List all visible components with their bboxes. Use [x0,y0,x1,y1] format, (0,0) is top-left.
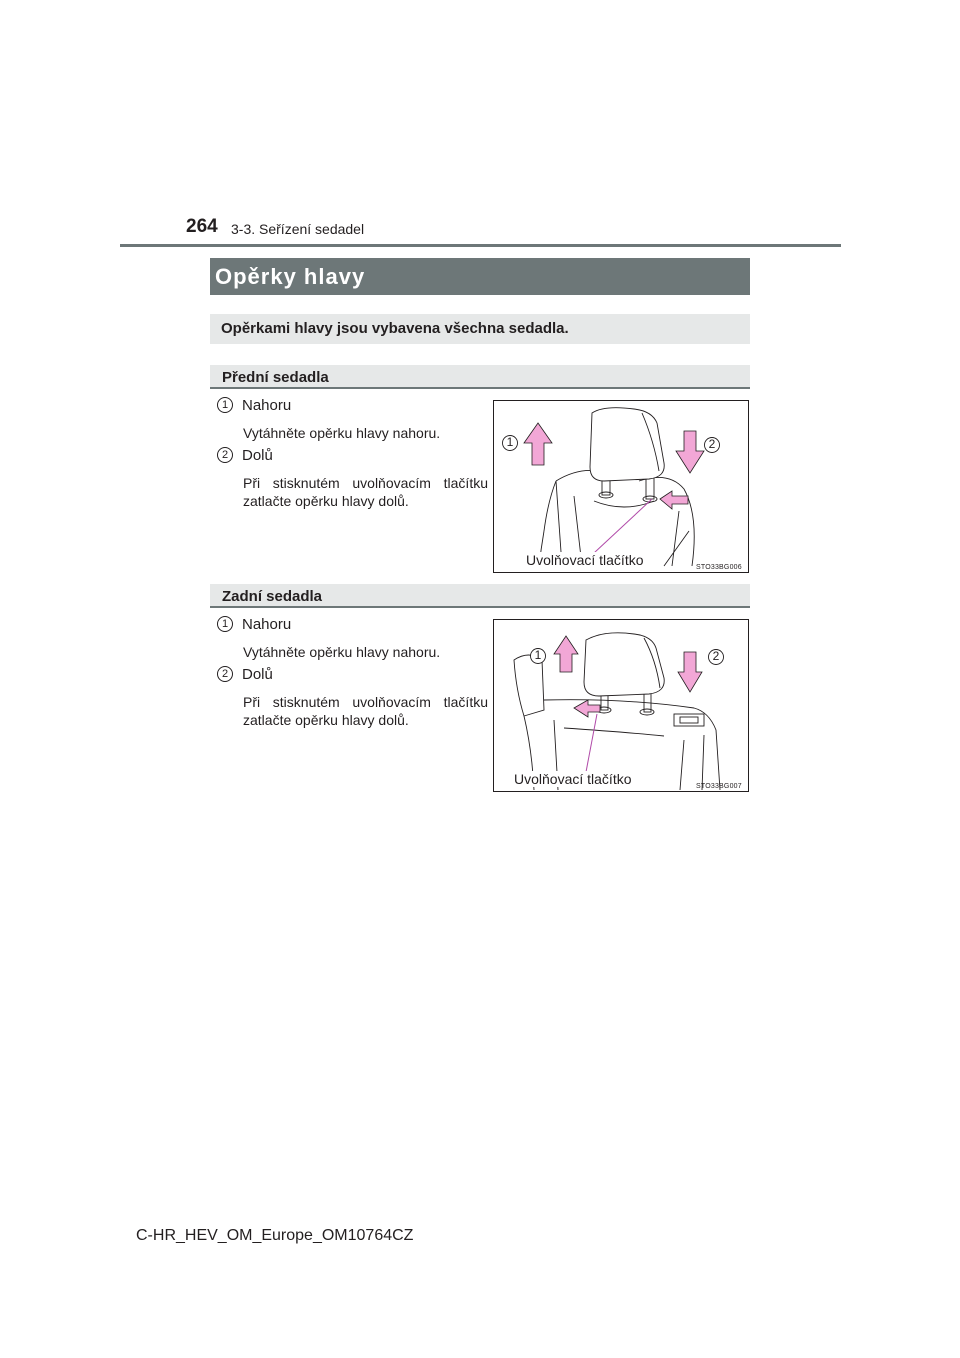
step-title: Dolů [242,666,273,683]
step-number-badge: 2 [217,666,233,682]
rear-headrest-figure [493,619,749,792]
figure-marker-2: 2 [708,437,716,451]
step-number-badge: 1 [217,397,233,413]
section-heading-rear: Zadní sedadla [210,584,750,608]
step-description: Při stisknutém uvolňovacím tlačítku zatlačte opěrku hlavy dolů. [243,475,488,509]
figure-code: STO33BG007 [696,783,742,790]
page-title: Opěrky hlavy [210,258,750,295]
chapter-title: 3-3. Seřízení sedadel [231,221,365,237]
step-title: Nahoru [242,397,292,414]
figure-marker-1: 1 [534,648,542,662]
step-description: Vytáhněte opěrku hlavy nahoru. [243,644,441,660]
step-title: Dolů [242,447,273,464]
front-headrest-figure [493,400,749,573]
step-description: Vytáhněte opěrku hlavy nahoru. [243,425,441,441]
step-number-badge: 1 [217,616,233,632]
figure-marker-1: 1 [506,435,514,449]
figure-marker-2: 2 [712,649,720,663]
step-title: Nahoru [242,616,292,633]
document-footer: C-HR_HEV_OM_Europe_OM10764CZ [136,1227,414,1244]
section-heading-front: Přední sedadla [210,365,750,389]
figure-caption: Uvolňovací tlačítko [514,771,632,787]
front-headrest-illustration [494,401,748,572]
rear-headrest-illustration [494,620,748,791]
step-number-badge: 2 [217,447,233,463]
figure-code: STO33BG006 [696,564,742,571]
step-description: Při stisknutém uvolňovacím tlačítku zatlačte opěrku hlavy dolů. [243,694,488,728]
figure-caption: Uvolňovací tlačítko [526,552,644,568]
page-number: 264 [186,216,218,237]
header-rule [120,244,841,247]
intro-text: Opěrkami hlavy jsou vybavena všechna sedadla. [210,314,750,344]
